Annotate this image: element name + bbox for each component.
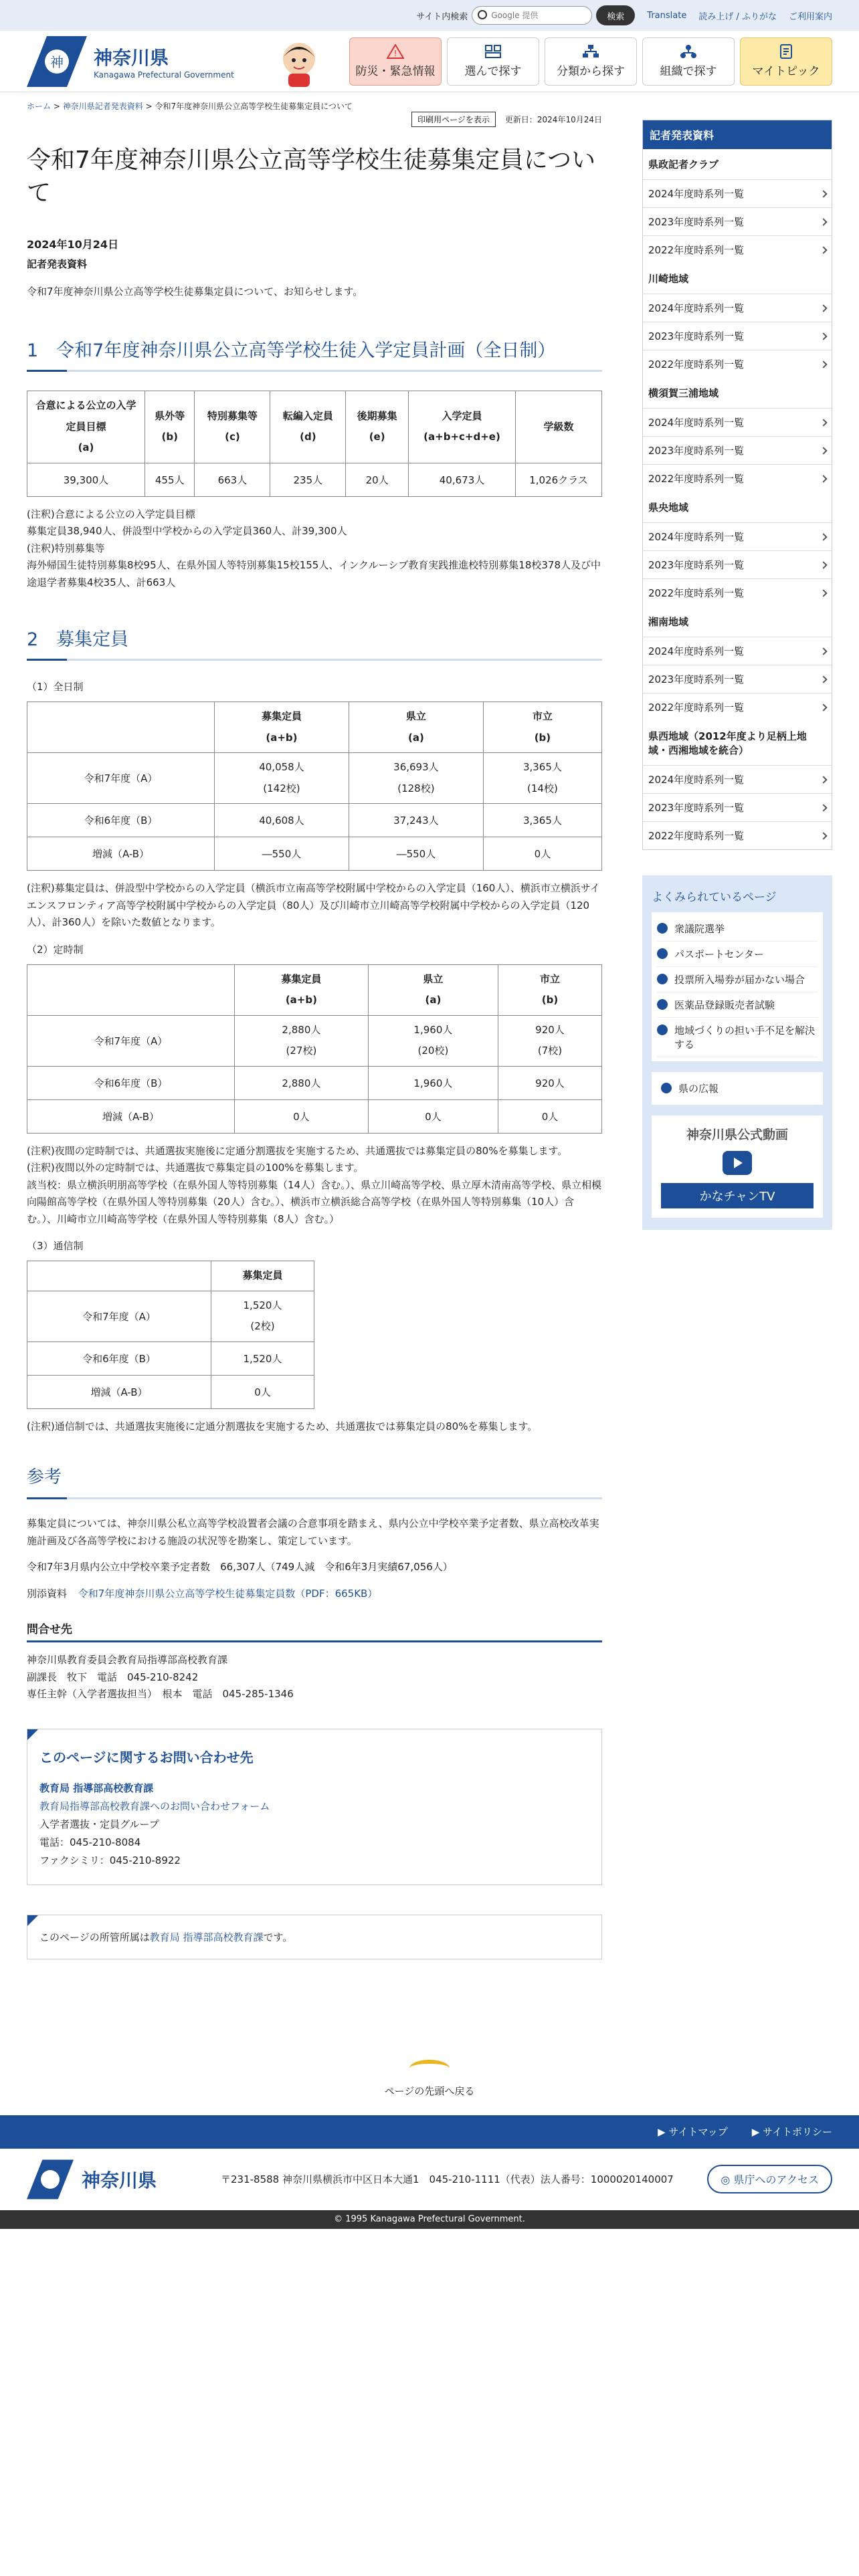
faq-item-label: 医薬品登録販売者試験 xyxy=(674,999,775,1011)
inquiry-line: 神奈川県教育委員会教育局指導部高校教育課 xyxy=(27,1654,228,1667)
plan-cell: 663人 xyxy=(195,463,270,496)
page-top-label: ページの先頭へ戻る xyxy=(384,2084,475,2097)
sidebar-link-label: 2023年度時系列一覧 xyxy=(648,802,745,814)
arrow-icon xyxy=(661,1083,672,1093)
global-nav xyxy=(349,37,832,86)
chevron-right-icon xyxy=(820,776,827,783)
play-icon xyxy=(723,1151,752,1175)
chevron-right-icon xyxy=(820,304,827,312)
footer-main xyxy=(0,2149,859,2210)
contact-form-link[interactable]: 教育局指導部高校教育課へのお問い合わせフォーム xyxy=(39,1800,270,1812)
zen-cell: 36,693人 (128校) xyxy=(349,753,483,804)
contact-box xyxy=(27,1729,602,1885)
logo-en: Kanagawa Prefectural Government xyxy=(94,70,234,80)
tei-cell: 0人 xyxy=(368,1099,498,1133)
faq-panel xyxy=(642,875,832,1230)
sidebar-link-label: 2022年度時系列一覧 xyxy=(648,587,745,599)
footer-logo xyxy=(27,2159,194,2199)
video-title: 神奈川県公式動画 xyxy=(686,1128,788,1142)
print-row xyxy=(27,112,602,127)
dept-box xyxy=(27,1915,602,1959)
translate-link[interactable]: Translate xyxy=(647,10,687,21)
chevron-right-icon xyxy=(820,419,827,426)
sidebar-group-title: 県央地域 xyxy=(648,502,689,514)
faq-item[interactable] xyxy=(657,1018,818,1057)
sidebar-link[interactable] xyxy=(643,294,832,322)
furigana-link[interactable]: 読み上げ / ふりがな xyxy=(698,11,777,22)
tei-cell: 令和7年度（A） xyxy=(27,1015,235,1066)
tei-row xyxy=(27,1066,602,1099)
note-line: (注釈)特別募集等 xyxy=(27,542,105,554)
nav-bosai[interactable] xyxy=(349,37,442,86)
plan-header: 後期募集 (e) xyxy=(346,391,409,463)
section2-heading: 2 募集定員 xyxy=(27,625,602,661)
site-search xyxy=(416,5,635,25)
zen-label: （1）全日制 xyxy=(27,681,84,693)
breadcrumb-home[interactable]: ホーム xyxy=(27,102,52,111)
tsu-row xyxy=(27,1291,314,1341)
note-line: 募集定員38,940人、併設型中学校からの入学定員360人、計39,300人 xyxy=(27,525,347,538)
tei-header: 市立 (b) xyxy=(498,964,601,1015)
plan-header: 県外等 (b) xyxy=(145,391,195,463)
updated-date: 更新日：2024年10月24日 xyxy=(504,115,602,124)
note-line: (注釈)夜間の定時制では、共通選抜実施後に定通分割選抜を実施するため、共通選抜では募集定員の80%を募集します。 xyxy=(27,1144,568,1157)
faq-item-label: 地域づくりの担い手不足を解決する xyxy=(674,1025,816,1051)
tsu-cell: 令和7年度（A） xyxy=(27,1291,211,1341)
footer-logo-text: 神奈川県 xyxy=(82,2169,157,2191)
chevron-right-icon xyxy=(820,190,827,197)
tei-cell: 2,880人 (27校) xyxy=(235,1015,369,1066)
arrow-icon xyxy=(657,999,668,1010)
sidebar-group-title: 横須賀三浦地域 xyxy=(648,387,719,399)
bookmark-icon xyxy=(777,44,795,59)
arrow-icon xyxy=(657,974,668,984)
section1-heading: 1 令和7年度神奈川県公立高等学校生徒入学定員計画（全日制） xyxy=(27,336,602,372)
zen-cell: 3,365人 (14校) xyxy=(483,753,601,804)
sidebar-link-label: 2022年度時系列一覧 xyxy=(648,473,745,485)
tei-header: 募集定員 (a+b) xyxy=(235,964,369,1015)
chevron-right-icon xyxy=(820,704,827,711)
tsu-header: 募集定員 xyxy=(211,1261,314,1291)
sidebar-link-label: 2023年度時系列一覧 xyxy=(648,559,745,571)
tsu-cell: 1,520人 xyxy=(211,1341,314,1375)
page-title: 令和7年度神奈川県公立高等学校生徒募集定員について xyxy=(27,146,596,207)
contact-dept-link[interactable]: 教育局 指導部高校教育課 xyxy=(39,1782,154,1794)
attachment-link[interactable]: 令和7年度神奈川県公立高等学校生徒募集定員数（PDF：665KB） xyxy=(78,1587,378,1600)
chevron-right-icon xyxy=(820,589,827,597)
tei-cell: 920人 xyxy=(498,1066,601,1099)
contact-fax: ファクシミリ：045-210-8922 xyxy=(39,1854,181,1866)
sidebar-group-title: 湘南地域 xyxy=(648,616,689,628)
dept-suffix: です。 xyxy=(263,1931,293,1943)
tsu-cell: 増減（A-B） xyxy=(27,1375,211,1408)
sidebar-link-label: 2023年度時系列一覧 xyxy=(648,216,745,228)
contact-group: 入学者選抜・定員グループ xyxy=(39,1818,159,1830)
tei-cell: 1,960人 xyxy=(368,1066,498,1099)
print-button[interactable]: 印刷用ページを表示 xyxy=(411,112,496,127)
zen-header xyxy=(27,702,215,753)
attachment-row xyxy=(27,1586,602,1603)
faq-item-label: パスポートセンター xyxy=(674,948,764,960)
site-header xyxy=(0,31,859,92)
grid-icon xyxy=(484,44,502,59)
policy-label: サイトポリシー xyxy=(763,2126,832,2139)
zen-row xyxy=(27,753,602,804)
tei-label: （2）定時制 xyxy=(27,943,84,956)
tei-table xyxy=(27,964,602,1134)
kouhou-label: 県の広報 xyxy=(678,1083,719,1095)
sidebar xyxy=(642,120,832,1959)
plan-header: 合意による公立の入学定員目標 (a) xyxy=(27,391,145,463)
breadcrumb-current: 令和7年度神奈川県公立高等学校生徒募集定員について xyxy=(155,102,353,111)
sidebar-link-label: 2024年度時系列一覧 xyxy=(648,531,745,543)
nav-mytopic-label: マイトピック xyxy=(752,65,820,78)
category-icon xyxy=(582,44,599,59)
faq-item[interactable] xyxy=(657,916,818,942)
tsu-note: (注釈)通信制では、共通選抜実施後に定通分割選抜を実施するため、共通選抜では募集定員の80%を募集します。 xyxy=(27,1420,538,1432)
reference-p1: 募集定員については、神奈川県公私立高等学校設置者会議の合意事項を踏まえ、県内公立中学校卒業予定者数、県立高校改革実施計画及び各高等学校における施設の状況等を勘案し、策定しています。 xyxy=(27,1517,599,1547)
plan-header: 入学定員 (a+b+c+d+e) xyxy=(409,391,516,463)
chevron-right-icon xyxy=(820,832,827,839)
sidebar-link[interactable] xyxy=(643,235,832,263)
faq-item[interactable] xyxy=(657,967,818,992)
tsu-row xyxy=(27,1341,314,1375)
svg-text:神: 神 xyxy=(50,53,64,70)
reference-heading: 参考 xyxy=(27,1463,602,1499)
tsu-cell: 1,520人 (2校) xyxy=(211,1291,314,1341)
copyright: © 1995 Kanagawa Prefectural Government. xyxy=(0,2210,859,2229)
site-search-label: サイト内検索 xyxy=(416,11,468,22)
plan-cell: 235人 xyxy=(270,463,346,496)
zen-cell: 37,243人 xyxy=(349,804,483,837)
contact-tel: 電話：045-210-8084 xyxy=(39,1836,141,1848)
sidebar-link[interactable] xyxy=(643,693,832,721)
nav-mytopic[interactable] xyxy=(740,37,832,86)
chevron-right-icon xyxy=(820,360,827,368)
sidebar-link[interactable] xyxy=(643,464,832,492)
video-band: かなチャンTV xyxy=(661,1183,814,1208)
zen-cell: 令和7年度（A） xyxy=(27,753,215,804)
note-line: 海外帰国生徒特別募集8校95人、在県外国人等特別募集15校155人、インクルーシブ教育実践推進校特別募集18校378人及び中途退学者募集4校35人、計663人 xyxy=(27,559,601,588)
chevron-right-icon xyxy=(820,647,827,655)
breadcrumb-sep: > xyxy=(53,102,60,111)
sidebar-group-title: 県西地域（2012年度より足柄上地域・西湘地域を統合） xyxy=(648,730,807,756)
zen-note: (注釈)募集定員は、併設型中学校からの入学定員（横浜市立南高等学校附属中学校からの入学定員（160人）、横浜市立横浜サイエンスフロンティア高等学校附属中学校からの入学定員（80人）及び川崎市立川崎高等学校附属中学校からの入学定員（120人）、計360人）を除いた数値となります。 xyxy=(27,882,600,929)
tsu-table xyxy=(27,1261,314,1409)
sidebar-link-label: 2024年度時系列一覧 xyxy=(648,302,745,314)
zen-cell: 0人 xyxy=(483,837,601,871)
sidebar-link[interactable] xyxy=(643,322,832,350)
access-button[interactable]: ◎ 県庁へのアクセス xyxy=(707,2165,832,2193)
plan-header: 転編入定員 (d) xyxy=(270,391,346,463)
sidebar-link[interactable] xyxy=(643,793,832,821)
sidebar-link-label: 2024年度時系列一覧 xyxy=(648,645,745,657)
sidebar-link[interactable] xyxy=(643,207,832,235)
sidebar-link-label: 2024年度時系列一覧 xyxy=(648,774,745,786)
zen-row xyxy=(27,804,602,837)
sidebar-link-label: 2022年度時系列一覧 xyxy=(648,358,745,370)
sidebar-link-label: 2022年度時系列一覧 xyxy=(648,702,745,714)
chevron-right-icon xyxy=(820,218,827,225)
plan-cell: 40,673人 xyxy=(409,463,516,496)
nav-select-label: 選んで探す xyxy=(464,65,522,78)
tei-row xyxy=(27,1015,602,1066)
plan-cell: 455人 xyxy=(145,463,195,496)
sidebar-link[interactable] xyxy=(643,550,832,578)
kouhou-link[interactable] xyxy=(652,1072,823,1105)
page-top-link[interactable] xyxy=(0,2060,859,2098)
zen-cell: 令和6年度（B） xyxy=(27,804,215,837)
inquiry-line: 専任主幹（入学者選抜担当） 根本 電話 045-285-1346 xyxy=(27,1688,294,1701)
nav-category-label: 分類から探す xyxy=(557,65,625,78)
nav-organization-label: 組織で探す xyxy=(660,65,717,78)
tei-cell: 0人 xyxy=(498,1099,601,1133)
attachment-label: 別添資料 xyxy=(27,1587,68,1600)
tsu-label: （3）通信制 xyxy=(27,1240,84,1253)
faq-list xyxy=(652,912,823,1061)
press-menu xyxy=(642,120,832,850)
intro-text: 令和7年度神奈川県公立高等学校生徒募集定員について、お知らせします。 xyxy=(27,286,363,298)
inquiry-title: 問合せ先 xyxy=(27,1620,602,1642)
sidebar-link[interactable] xyxy=(643,637,832,665)
tei-row xyxy=(27,1099,602,1133)
breadcrumb-sep: > xyxy=(145,102,153,111)
plan-header-row xyxy=(27,391,602,463)
zen-header: 県立 (a) xyxy=(349,702,483,753)
sidebar-link[interactable] xyxy=(643,578,832,607)
nav-category[interactable] xyxy=(545,37,637,86)
access-label: 県庁へのアクセス xyxy=(733,2173,819,2187)
breadcrumb-parent[interactable]: 神奈川県記者発表資料 xyxy=(62,102,143,111)
arrow-icon xyxy=(657,1025,668,1035)
plan-header: 学級数 xyxy=(516,391,602,463)
tei-cell: 0人 xyxy=(235,1099,369,1133)
note-line: 該当校：県立横浜明朋高等学校（在県外国人等特別募集（14人）含む。）、県立川崎高等学校、県立厚木清南高等学校、県立相模向陽館高等学校（在県外国人等特別募集（20人）含む。）、横浜市立横浜総合高等学校（在県外国人等特別募集（10人）含む。）、川崎市立川崎高等学校（在県外国人等特別募集（8人）含む。） xyxy=(27,1178,602,1225)
tei-header-row xyxy=(27,964,602,1015)
arrow-icon xyxy=(657,948,668,959)
tei-notes xyxy=(27,1143,602,1228)
sidebar-link-label: 2022年度時系列一覧 xyxy=(648,244,745,256)
zen-row xyxy=(27,837,602,871)
release-date: 2024年10月24日 xyxy=(27,238,119,251)
sidebar-link[interactable] xyxy=(643,765,832,793)
zen-cell: 40,058人 (142校) xyxy=(215,753,349,804)
tsu-row xyxy=(27,1375,314,1408)
sidebar-link[interactable] xyxy=(643,665,832,693)
inquiry-line: 副課長 牧下 電話 045-210-8242 xyxy=(27,1671,199,1683)
plan-header: 特別募集等 (c) xyxy=(195,391,270,463)
sidebar-group-title: 県政記者クラブ xyxy=(648,158,719,171)
release-kind: 記者発表資料 xyxy=(27,258,88,271)
chevron-right-icon xyxy=(820,447,827,454)
dept-prefix: このページの所管所属は xyxy=(39,1931,150,1943)
sidebar-link[interactable] xyxy=(643,350,832,378)
zen-header: 募集定員 (a+b) xyxy=(215,702,349,753)
tei-cell: 令和6年度（B） xyxy=(27,1066,235,1099)
policy-link[interactable]: ▶ サイトポリシー xyxy=(751,2126,832,2139)
logo-text xyxy=(94,43,234,80)
content-wrap xyxy=(0,115,859,1959)
chevron-right-icon xyxy=(820,804,827,811)
search-button[interactable]: 検索 xyxy=(596,5,635,25)
note-line: (注釈)合意による公立の入学定員目標 xyxy=(27,508,195,520)
contact-title: このページに関するお問い合わせ先 xyxy=(39,1749,254,1765)
chevron-right-icon xyxy=(820,475,827,482)
chevron-right-icon xyxy=(820,561,827,568)
zen-table xyxy=(27,702,602,871)
organization-icon xyxy=(680,44,697,59)
faq-item-label: 投票所入場券が届かない場合 xyxy=(674,974,805,986)
video-banner[interactable] xyxy=(652,1115,823,1218)
tei-header: 県立 (a) xyxy=(368,964,498,1015)
tsu-cell: 令和6年度（B） xyxy=(27,1341,211,1375)
zen-cell: 40,608人 xyxy=(215,804,349,837)
top-utility-bar xyxy=(0,0,859,31)
logo-jp: 神奈川県 xyxy=(94,46,169,69)
sidebar-link-label: 2024年度時系列一覧 xyxy=(648,417,745,429)
tsu-header xyxy=(27,1261,211,1291)
dept-link[interactable]: 教育局 指導部高校教育課 xyxy=(149,1931,264,1943)
search-input[interactable] xyxy=(472,6,592,25)
mascot-icon xyxy=(272,35,326,88)
nav-select[interactable] xyxy=(447,37,539,86)
tsu-cell: 0人 xyxy=(211,1375,314,1408)
section1-notes xyxy=(27,506,602,592)
search-wrap xyxy=(472,6,592,25)
main-content xyxy=(27,115,602,1959)
sidebar-link[interactable] xyxy=(643,408,832,436)
guide-link[interactable]: ご利用案内 xyxy=(788,11,832,22)
plan-cell: 1,026クラス xyxy=(516,463,602,496)
footer-logo-icon xyxy=(27,2159,74,2199)
zen-cell: 3,365人 xyxy=(483,804,601,837)
sidebar-link-label: 2024年度時系列一覧 xyxy=(648,188,745,200)
sidebar-link-label: 2022年度時系列一覧 xyxy=(648,830,745,842)
note-line: (注釈)夜間以外の定時制では、共通選抜で募集定員の100%を募集します。 xyxy=(27,1162,364,1174)
plan-value-row xyxy=(27,463,602,496)
tsu-header-row xyxy=(27,1261,314,1291)
tei-header xyxy=(27,964,235,1015)
chevron-right-icon xyxy=(820,332,827,340)
reference-p2: 令和7年3月県内公立中学校卒業予定者数 66,307人（749人減 令和6年3月実績67,056人） xyxy=(27,1561,453,1574)
site-logo[interactable] xyxy=(27,36,264,87)
plan-cell: 39,300人 xyxy=(27,463,145,496)
zen-header-row xyxy=(27,702,602,753)
nav-bosai-label: 防災・緊急情報 xyxy=(355,65,436,78)
sidebar-title: 記者発表資料 xyxy=(643,120,832,149)
footer-address: 〒231-8588 神奈川県横浜市中区日本大通1 045-210-1111（代表）法人番号：1000020140007 xyxy=(221,2173,674,2186)
inquiry-lines xyxy=(27,1652,602,1703)
plan-cell: 20人 xyxy=(346,463,409,496)
chevron-right-icon xyxy=(820,246,827,253)
zen-cell: ―550人 xyxy=(349,837,483,871)
faq-title: よくみられているページ xyxy=(652,891,777,904)
sidebar-group-title: 川崎地域 xyxy=(648,273,689,285)
footer-links xyxy=(0,2115,859,2149)
faq-item[interactable] xyxy=(657,942,818,967)
sidebar-link[interactable] xyxy=(643,522,832,550)
zen-cell: ―550人 xyxy=(215,837,349,871)
faq-item-label: 衆議院選挙 xyxy=(674,923,725,935)
svg-text:!: ! xyxy=(393,49,397,58)
tei-cell: 2,880人 xyxy=(235,1066,369,1099)
tei-cell: 920人 (7校) xyxy=(498,1015,601,1066)
kanagawa-logo-icon xyxy=(27,36,87,87)
zen-header: 市立 (b) xyxy=(483,702,601,753)
warning-icon xyxy=(387,44,404,59)
sidebar-groups xyxy=(643,149,832,849)
sidebar-link-label: 2023年度時系列一覧 xyxy=(648,445,745,457)
arrow-icon xyxy=(657,923,668,934)
plan-table xyxy=(27,391,602,497)
sidebar-link-label: 2023年度時系列一覧 xyxy=(648,673,745,685)
nav-organization[interactable] xyxy=(642,37,735,86)
zen-cell: 増減（A-B） xyxy=(27,837,215,871)
tei-cell: 増減（A-B） xyxy=(27,1099,235,1133)
chevron-right-icon xyxy=(820,533,827,540)
sitemap-link[interactable]: ▶ サイトマップ xyxy=(658,2126,728,2139)
sidebar-link[interactable] xyxy=(643,821,832,849)
faq-item[interactable] xyxy=(657,992,818,1018)
chevron-right-icon xyxy=(820,675,827,683)
sidebar-link-label: 2023年度時系列一覧 xyxy=(648,330,745,342)
page-top-icon xyxy=(409,2060,450,2077)
sitemap-label: サイトマップ xyxy=(668,2126,728,2139)
sidebar-link[interactable] xyxy=(643,179,832,207)
sidebar-link[interactable] xyxy=(643,436,832,464)
tei-cell: 1,960人 (20校) xyxy=(368,1015,498,1066)
